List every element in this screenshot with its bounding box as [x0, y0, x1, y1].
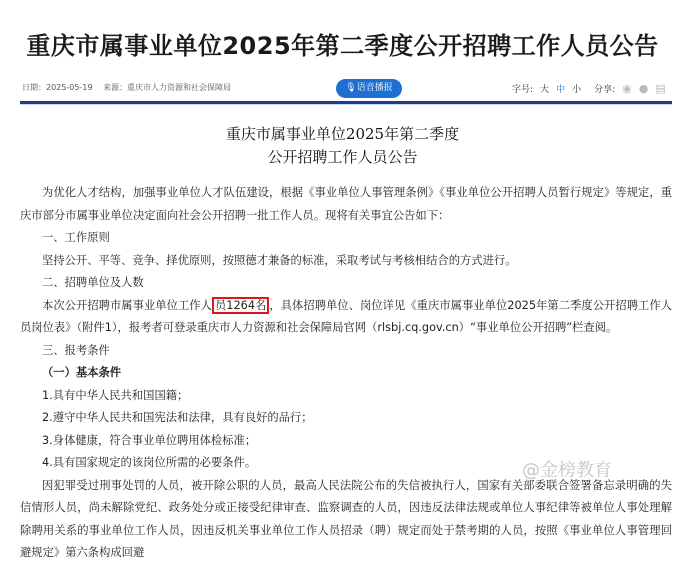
font-size-small[interactable]: 小	[572, 85, 582, 95]
article-meta	[22, 82, 239, 93]
voice-broadcast-button[interactable]: 🎙语音播报	[336, 79, 402, 98]
article-subtitle-1: 重庆市属事业单位2025年第二季度	[225, 125, 460, 143]
section-heading: 一、工作原则	[42, 231, 110, 244]
article-subtitle-2: 公开招聘工作人员公告	[267, 148, 418, 166]
condition-item: 1.具有中华人民共和国国籍；	[42, 388, 189, 402]
microphone-icon: 🎙	[345, 83, 357, 93]
condition-item: 2.遵守中华人民共和国宪法和法律，具有良好的品行；	[42, 411, 313, 424]
source: 来源：重庆市人力资源和社会保障局	[103, 83, 232, 92]
print-icon[interactable]: ▤	[655, 82, 666, 95]
subsection-heading: （一）基本条件	[42, 366, 122, 379]
paragraph: 本次公开招聘市属事业单位工作人 员1264名 ，具体招聘单位、岗位详见《重庆市属事业单位2025年第二季度公开招聘工作人员岗位表》（附件1），报考者可登录重庆市人力资源和社会保障局官网（rlsbj.cq.gov.cn）“事业单位公开招聘”栏查阅。	[20, 298, 672, 334]
toolbar: 字号: 大 中 小 分享: ◉ ● ▤	[512, 82, 666, 95]
condition-item: 3.身体健康，符合事业单位聘用体检标准；	[42, 433, 257, 447]
page-title: 重庆市属事业单位2025年第二季度公开招聘工作人员公告	[26, 32, 659, 60]
font-size-large[interactable]: 大	[540, 85, 550, 95]
font-size-medium[interactable]: 中	[556, 85, 566, 95]
section-heading: 三、报考条件	[42, 343, 110, 357]
wechat-icon[interactable]: ●	[638, 82, 649, 95]
section-heading: 二、招聘单位及人数	[42, 276, 144, 289]
watermark: @金榜教育	[522, 460, 612, 481]
paragraph: 因犯罪受过刑事处罚的人员，被开除公职的人员，最高人民法院公布的失信被执行人，国家有关部委联合签署备忘录明确的失信情形人员，尚未解除党纪、政务处分或正接受纪律审查、监察调查的人员，因违反法律法规或单位人事纪律等被单位人事处理解除聘用关系的事业单位工作人员，因违反机关事业单位工作人员招录（聘）规定而处于禁考期的人员，按照《事业单位人事管理回避规定》第六条构成回避	[20, 478, 672, 559]
publish-date: 日期：2025-05-19	[22, 83, 93, 92]
paragraph: 坚持公开、平等、竞争、择优原则，按照德才兼备的标准，采取考试与考核相结合的方式进行。	[42, 253, 517, 267]
weibo-icon[interactable]: ◉	[622, 82, 632, 95]
article-body	[20, 182, 672, 565]
paragraph: 为优化人才结构，加强事业单位人才队伍建设，根据《事业单位人事管理条例》《事业单位公开招聘人员暂行规定》等规定，重庆市部分市属事业单位决定面向社会公开招聘一批工作人员。现将有关事宜公告如下：	[20, 186, 672, 222]
highlighted-count: 员1264名	[212, 297, 269, 314]
divider	[20, 101, 672, 105]
condition-item: 4.具有国家规定的该岗位所需的必要条件。	[42, 456, 257, 469]
